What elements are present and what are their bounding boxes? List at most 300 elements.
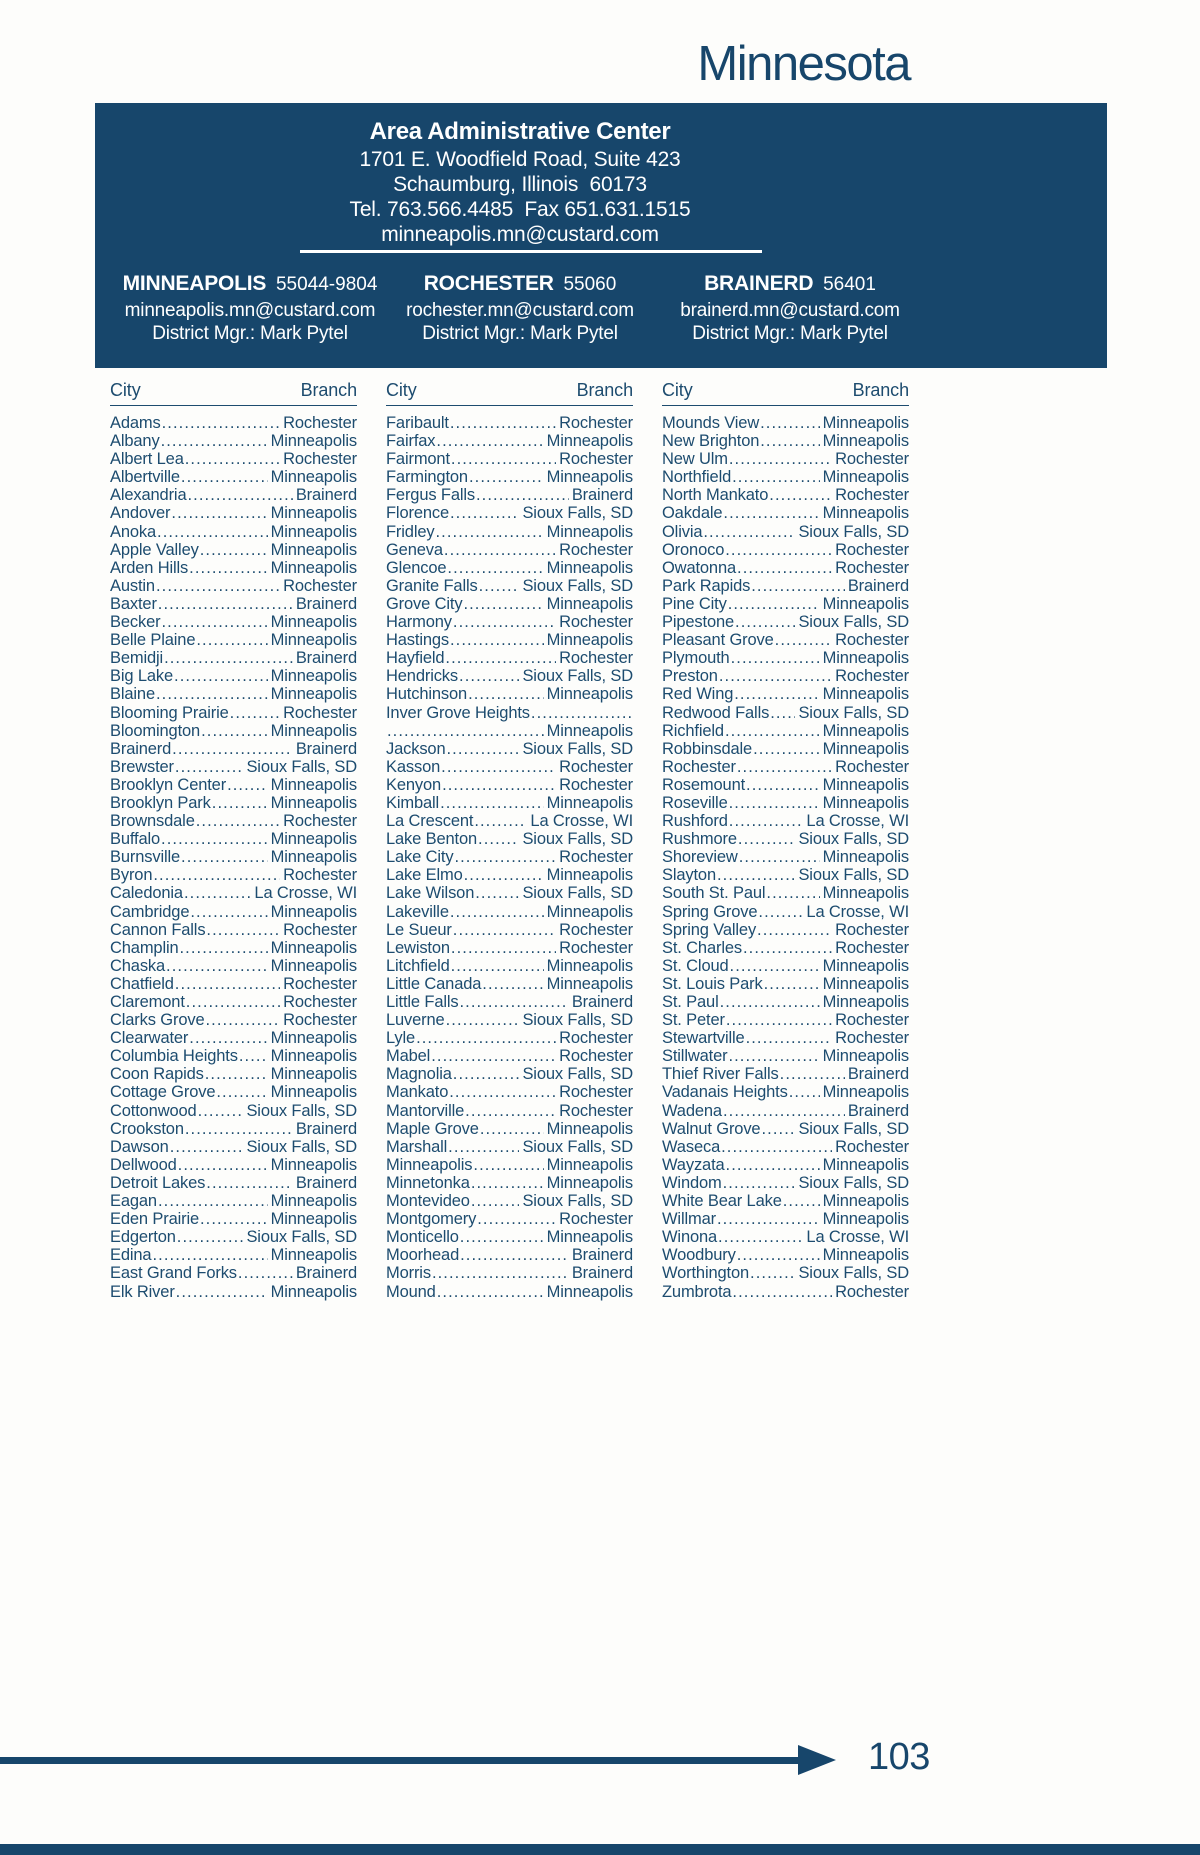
dot-leader [451, 957, 544, 976]
directory-row [110, 866, 357, 884]
directory-row [386, 794, 633, 812]
dot-leader [447, 559, 543, 578]
city-branch-directory [110, 380, 910, 1301]
city-name: Blaine [110, 685, 155, 704]
branch-name: Rochester [835, 757, 909, 776]
dot-leader [703, 523, 795, 542]
dot-leader [171, 504, 267, 523]
branch-name: Brainerd [847, 576, 909, 595]
dot-leader [227, 776, 268, 795]
dot-leader [416, 1029, 556, 1048]
district-email: minneapolis.mn@custard.com [124, 300, 376, 321]
dot-leader [780, 1065, 845, 1084]
directory-row [662, 1210, 909, 1228]
dot-leader [464, 866, 544, 885]
directory-row [110, 613, 357, 631]
branch-name: Rochester [559, 1029, 633, 1048]
branch-name: La Crosse, WI [806, 1228, 909, 1247]
city-name: Detroit Lakes [110, 1173, 206, 1192]
directory-row [662, 1138, 909, 1156]
city-name: Byron [110, 866, 153, 885]
city-name: St. Peter [662, 1011, 725, 1030]
branch-name: Minneapolis [270, 1047, 357, 1066]
dot-leader [190, 903, 267, 922]
city-header-label: City [110, 380, 141, 400]
branch-name: Minneapolis [822, 848, 909, 867]
dot-leader [735, 613, 795, 632]
directory-row [386, 1228, 633, 1246]
dot-leader [161, 613, 267, 632]
dot-leader [196, 812, 280, 831]
city-name: Alexandria [110, 486, 187, 505]
branch-name: Sioux Falls, SD [522, 667, 633, 686]
branch-name: Sioux Falls, SD [798, 830, 909, 849]
dot-leader [719, 667, 832, 686]
city-name: Brooklyn Center [110, 775, 227, 794]
city-name: Woodbury [662, 1246, 736, 1265]
branch-name: Minneapolis [270, 432, 357, 451]
city-name: Buffalo [110, 830, 161, 849]
branch-name: Minneapolis [270, 1282, 357, 1301]
city-name: Fairmont [386, 450, 450, 469]
dot-leader [445, 649, 556, 668]
city-name: Chaska [110, 956, 166, 975]
branch-name: Minneapolis [270, 956, 357, 975]
dot-leader [453, 921, 556, 940]
directory-row [386, 1011, 633, 1029]
branch-name: Rochester [559, 613, 633, 632]
branch-name: Rochester [835, 1029, 909, 1048]
dot-leader [435, 523, 543, 542]
dot-leader [718, 1228, 803, 1247]
city-name: Slayton [662, 866, 716, 885]
city-name: Crookston [110, 1119, 184, 1138]
city-name: Montgomery [386, 1210, 477, 1229]
branch-name: Rochester [559, 1047, 633, 1066]
admin-center-email: minneapolis.mn@custard.com [381, 223, 659, 246]
city-name: White Bear Lake [662, 1192, 782, 1211]
dot-leader [175, 758, 244, 777]
city-name: Hutchinson [386, 685, 468, 704]
dot-leader [478, 830, 519, 849]
city-name: Mankato [386, 1083, 449, 1102]
city-name: Kasson [386, 757, 441, 776]
directory-row [110, 523, 357, 541]
dot-leader [437, 1283, 544, 1302]
directory-row [110, 1192, 357, 1210]
dot-leader [471, 1174, 544, 1193]
directory-row [110, 1174, 357, 1192]
branch-name: Sioux Falls, SD [798, 522, 909, 541]
dot-leader [726, 1156, 820, 1175]
branch-name: Minneapolis [822, 974, 909, 993]
dot-leader [737, 559, 832, 578]
dot-leader [761, 1120, 795, 1139]
dot-leader [746, 776, 820, 795]
dot-leader [184, 884, 251, 903]
city-name: Lake Elmo [386, 866, 463, 885]
branch-name: Minneapolis [546, 1228, 633, 1247]
city-name: Mantorville [386, 1101, 465, 1120]
dot-leader [164, 649, 293, 668]
city-name: Belle Plaine [110, 631, 196, 650]
city-name: Cottage Grove [110, 1083, 216, 1102]
city-name: Walnut Grove [662, 1119, 761, 1138]
branch-name: Minneapolis [546, 974, 633, 993]
branch-name: Minneapolis [270, 558, 357, 577]
directory-row [662, 939, 909, 957]
directory-row [662, 884, 909, 902]
directory-row [662, 450, 909, 468]
branch-name: Minneapolis [822, 721, 909, 740]
dot-leader [739, 848, 820, 867]
city-name: Granite Falls [386, 576, 478, 595]
branch-name: Sioux Falls, SD [522, 1065, 633, 1084]
dot-leader [450, 414, 556, 433]
city-name: New Brighton [662, 432, 760, 451]
branch-name: Brainerd [295, 1119, 357, 1138]
branch-name: Rochester [559, 1101, 633, 1120]
city-name: Pine City [662, 594, 727, 613]
branch-name: Brainerd [571, 1246, 633, 1265]
branch-name: Minneapolis [546, 631, 633, 650]
branch-name: Sioux Falls, SD [522, 739, 633, 758]
directory-row [110, 486, 357, 504]
directory-row [110, 1283, 357, 1301]
city-name: Park Rapids [662, 576, 751, 595]
dot-leader [431, 1047, 556, 1066]
city-name: Robbinsdale [662, 739, 753, 758]
directory-row [110, 884, 357, 902]
dot-leader [205, 1011, 280, 1030]
directory-row [386, 1156, 633, 1174]
city-name: Little Canada [386, 974, 482, 993]
city-name: Andover [110, 504, 171, 523]
city-name: Kenyon [386, 775, 442, 794]
branch-name: Minneapolis [822, 1210, 909, 1229]
directory-row [110, 631, 357, 649]
directory-row [110, 1246, 357, 1264]
dot-leader [729, 794, 820, 813]
dot-leader [482, 975, 543, 994]
dot-leader [158, 595, 293, 614]
city-name: Bemidji [110, 649, 164, 668]
city-name: Hastings [386, 631, 449, 650]
city-name: Clarks Grove [110, 1011, 205, 1030]
bottom-edge-bar [0, 1844, 1200, 1855]
footer-rule [0, 1757, 800, 1764]
directory-row [662, 486, 909, 504]
city-name: Champlin [110, 938, 179, 957]
directory-row [386, 740, 633, 758]
branch-name: Rochester [835, 1137, 909, 1156]
directory-row [110, 975, 357, 993]
branch-name: Minneapolis [546, 902, 633, 921]
directory-row [110, 577, 357, 595]
branch-name: Brainerd [295, 739, 357, 758]
dot-leader [474, 812, 527, 831]
branch-name: Rochester [559, 540, 633, 559]
city-name: Hayfield [386, 649, 445, 668]
branch-name: Brainerd [295, 1173, 357, 1192]
branch-name: Rochester [835, 558, 909, 577]
branch-header-label: Branch [576, 380, 633, 400]
city-name: Dawson [110, 1137, 169, 1156]
directory-row [110, 921, 357, 939]
directory-row [386, 812, 633, 830]
dot-leader [177, 1228, 244, 1247]
directory-row [662, 649, 909, 667]
branch-name: Sioux Falls, SD [246, 1137, 357, 1156]
city-name: Arden Hills [110, 558, 189, 577]
dot-leader [463, 595, 543, 614]
directory-row [662, 830, 909, 848]
directory-row [386, 866, 633, 884]
dot-leader [723, 504, 819, 523]
directory-row [110, 903, 357, 921]
city-header-label: City [386, 380, 417, 400]
branch-name: Rochester [835, 450, 909, 469]
directory-row [386, 541, 633, 559]
branch-name: Rochester [283, 812, 357, 831]
directory-row [386, 414, 633, 432]
branch-name: La Crosse, WI [806, 902, 909, 921]
city-name: Caledonia [110, 884, 183, 903]
branch-name: Minneapolis [822, 1047, 909, 1066]
city-name: Lakeville [386, 902, 449, 921]
directory-row [386, 921, 633, 939]
dot-leader [717, 1210, 820, 1229]
branch-name: Rochester [835, 938, 909, 957]
city-name: Rochester [662, 757, 736, 776]
branch-name: Sioux Falls, SD [798, 1173, 909, 1192]
city-name: Marshall [386, 1137, 448, 1156]
dot-leader [760, 432, 819, 451]
city-name: Spring Grove [662, 902, 758, 921]
directory-row [662, 667, 909, 685]
dot-leader [152, 1246, 267, 1265]
city-name: Cottonwood [110, 1101, 197, 1120]
directory-row [386, 1246, 633, 1264]
city-header-label: City [662, 380, 693, 400]
city-name: Albertville [110, 468, 180, 487]
dot-leader [479, 577, 520, 596]
branch-name: Sioux Falls, SD [522, 884, 633, 903]
dot-leader [758, 903, 803, 922]
city-name: Inver Grove Heights [386, 703, 530, 722]
district-minneapolis [115, 271, 385, 345]
branch-name: Minneapolis [546, 1119, 633, 1138]
dot-leader [158, 1192, 268, 1211]
dot-leader [729, 450, 832, 469]
dot-leader [729, 812, 804, 831]
branch-name: Minneapolis [270, 1210, 357, 1229]
branch-name: Sioux Falls, SD [798, 613, 909, 632]
branch-name: Minneapolis [546, 793, 633, 812]
directory-row [110, 1065, 357, 1083]
branch-name: Rochester [559, 920, 633, 939]
page-title: Minnesota [697, 37, 910, 91]
district-name: BRAINERD [704, 272, 814, 295]
branch-name: Sioux Falls, SD [522, 504, 633, 523]
dot-leader [531, 704, 632, 723]
branch-name: Minneapolis [822, 775, 909, 794]
divider-line [300, 250, 762, 253]
dot-leader [212, 794, 268, 813]
directory-row [110, 758, 357, 776]
branch-header-label: Branch [300, 380, 357, 400]
directory-row [386, 975, 633, 993]
branch-name: Minneapolis [270, 1065, 357, 1084]
directory-row [386, 504, 633, 522]
branch-name: Rochester [835, 1282, 909, 1301]
branch-name: Rochester [283, 920, 357, 939]
dot-leader [732, 468, 819, 487]
directory-row [386, 1174, 633, 1192]
branch-name: Minneapolis [546, 1282, 633, 1301]
branch-name: Minneapolis [546, 866, 633, 885]
branch-name: Sioux Falls, SD [246, 1228, 357, 1247]
city-name: Jackson [386, 739, 446, 758]
dot-leader [442, 776, 556, 795]
directory-row [110, 1138, 357, 1156]
district-manager: District Mgr.: Mark Pytel [692, 323, 888, 344]
directory-row [662, 1047, 909, 1065]
branch-name: Sioux Falls, SD [246, 757, 357, 776]
branch-name: Minneapolis [822, 649, 909, 668]
branch-name: Minneapolis [546, 594, 633, 613]
dot-leader [189, 559, 267, 578]
city-name: St. Louis Park [662, 974, 763, 993]
dot-leader [757, 921, 832, 940]
dot-leader [189, 1029, 267, 1048]
directory-row [110, 830, 357, 848]
branch-name: Sioux Falls, SD [798, 703, 909, 722]
directory-row [386, 1138, 633, 1156]
dot-leader [454, 848, 556, 867]
directory-row [386, 1047, 633, 1065]
dot-leader [789, 1083, 820, 1102]
directory-row [110, 1102, 357, 1120]
dot-leader [161, 830, 268, 849]
city-name: Redwood Falls [662, 703, 770, 722]
city-name: Moorhead [386, 1246, 460, 1265]
branch-name: Brainerd [571, 486, 633, 505]
directory-row [110, 740, 357, 758]
city-name: Big Lake [110, 667, 174, 686]
district-manager: District Mgr.: Mark Pytel [152, 323, 348, 344]
dot-leader [449, 1083, 556, 1102]
page-number: 103 [868, 1736, 930, 1778]
dot-leader [723, 1174, 796, 1193]
directory-row [110, 559, 357, 577]
branch-name: Rochester [283, 866, 357, 885]
dot-leader [200, 541, 268, 560]
branch-name: Minneapolis [822, 432, 909, 451]
dot-leader [451, 939, 556, 958]
directory-row [662, 1083, 909, 1101]
branch-name: Minneapolis [822, 884, 909, 903]
branch-name: Minneapolis [822, 594, 909, 613]
city-name: Monticello [386, 1228, 459, 1247]
dot-leader [728, 595, 820, 614]
city-name: Minnetonka [386, 1173, 470, 1192]
column-header [110, 380, 357, 406]
dot-leader [446, 1011, 520, 1030]
directory-row [386, 1102, 633, 1120]
branch-name: Minneapolis [270, 613, 357, 632]
directory-row [110, 1047, 357, 1065]
directory-row [662, 1174, 909, 1192]
city-name: Blooming Prairie [110, 703, 229, 722]
branch-name: Rochester [283, 414, 357, 432]
city-name: Oronoco [662, 540, 725, 559]
city-name: Fridley [386, 522, 435, 541]
city-name: Dellwood [110, 1155, 177, 1174]
district-name-zip: ROCHESTER 55060 [423, 272, 617, 295]
city-name: Lyle [386, 1029, 416, 1048]
city-name: Cannon Falls [110, 920, 206, 939]
branch-name: Brainerd [295, 486, 357, 505]
directory-row [662, 432, 909, 450]
dot-leader [468, 685, 544, 704]
district-name-zip: BRAINERD 56401 [704, 272, 876, 295]
dot-leader [728, 1047, 819, 1066]
directory-column-3 [662, 380, 909, 1301]
dot-leader [387, 722, 544, 741]
branch-name: Rochester [283, 450, 357, 469]
dot-leader [737, 1246, 820, 1265]
branch-name: Rochester [559, 848, 633, 867]
city-name: Mound [386, 1282, 436, 1301]
branch-name: Minneapolis [270, 504, 357, 523]
directory-row [110, 957, 357, 975]
directory-row [386, 559, 633, 577]
dot-leader [465, 1102, 556, 1121]
dot-leader [206, 1174, 293, 1193]
dot-leader [170, 1138, 244, 1157]
column-header [386, 380, 633, 406]
branch-name: Brainerd [847, 1065, 909, 1084]
branch-name: Minneapolis [270, 1155, 357, 1174]
directory-row [662, 1246, 909, 1264]
city-name: Minneapolis [386, 1155, 473, 1174]
city-name: Brainerd [110, 739, 172, 758]
dot-leader [436, 432, 543, 451]
directory-row [110, 649, 357, 667]
dot-leader [726, 1011, 832, 1030]
branch-name: Minneapolis [546, 432, 633, 451]
city-name: Clearwater [110, 1029, 189, 1048]
dot-leader [732, 1283, 832, 1302]
dot-leader [725, 541, 832, 560]
branch-header-label: Branch [852, 380, 909, 400]
dot-leader [200, 1210, 268, 1229]
dot-leader [473, 1156, 543, 1175]
city-name: Geneva [386, 540, 443, 559]
branch-name: Minneapolis [822, 793, 909, 812]
directory-row [386, 649, 633, 667]
directory-row [110, 1029, 357, 1047]
directory-row [662, 414, 909, 432]
city-name: Pleasant Grove [662, 631, 774, 650]
city-name: Luverne [386, 1011, 445, 1030]
dot-leader [153, 866, 280, 885]
directory-row [662, 595, 909, 613]
branch-name: Minneapolis [822, 739, 909, 758]
dot-leader [764, 975, 820, 994]
branch-name: Rochester [283, 703, 357, 722]
